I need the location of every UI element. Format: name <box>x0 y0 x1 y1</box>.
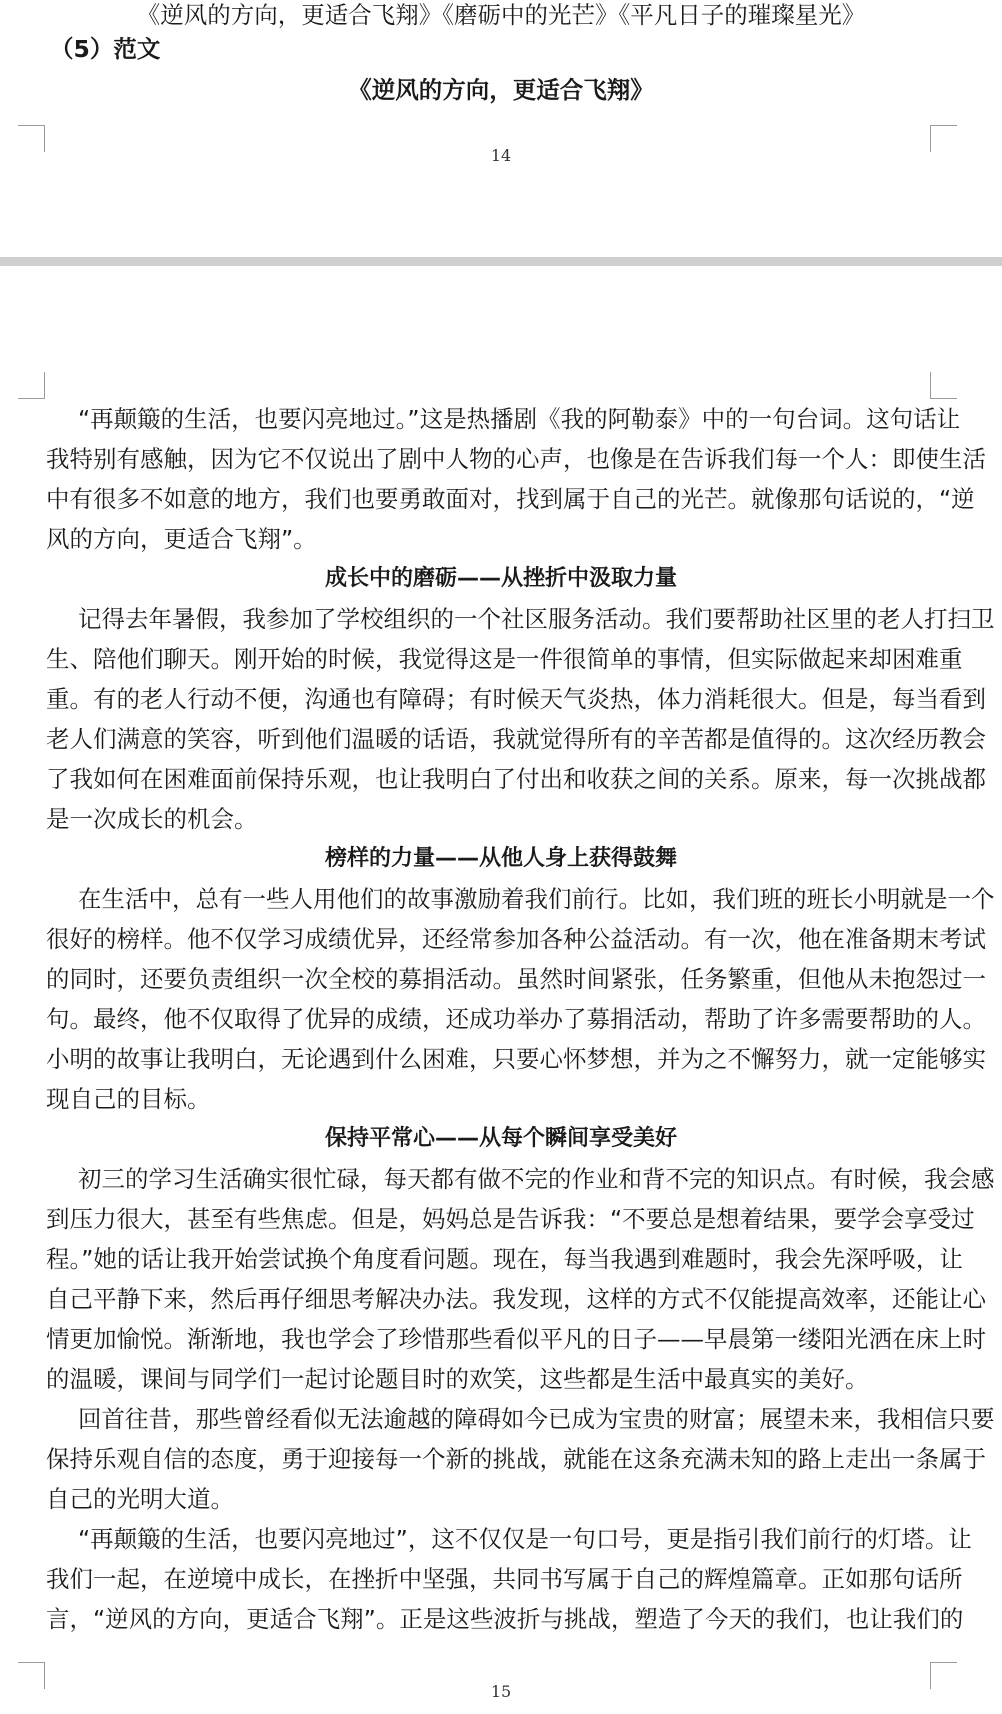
page-15 <box>0 266 1002 1714</box>
essay-title: 《逆风的方向，更适合飞翔》 <box>348 76 654 104</box>
crop-mark <box>18 372 45 399</box>
page-number: 15 <box>490 1682 512 1701</box>
paragraph-line: 现自己的目标。 <box>46 1085 211 1113</box>
paragraph-line: 小明的故事让我明白，无论遇到什么困难，只要心怀梦想，并为之不懈努力，就一定能够实 <box>46 1045 986 1073</box>
paragraph-line: 句。最终，他不仅取得了优异的成绩，还成功举办了募捐活动，帮助了许多需要帮助的人。 <box>46 1005 986 1033</box>
paragraph-line: 到压力很大，甚至有些焦虑。但是，妈妈总是告诉我：“不要总是想着结果，要学会享受过 <box>46 1205 975 1233</box>
paragraph-line: 言，“逆风的方向，更适合飞翔”。正是这些波折与挑战，塑造了今天的我们，也让我们的 <box>46 1605 964 1633</box>
paragraph-line: 记得去年暑假，我参加了学校组织的一个社区服务活动。我们要帮助社区里的老人打扫卫 <box>78 605 995 633</box>
page-number: 14 <box>490 146 512 165</box>
paragraph-line: 中有很多不如意的地方，我们也要勇敢面对，找到属于自己的光芒。就像那句话说的，“逆 <box>46 485 975 513</box>
paragraph-line: 风的方向，更适合飞翔”。 <box>46 525 317 553</box>
paragraph-line: 保持乐观自信的态度，勇于迎接每一个新的挑战，就能在这条充满未知的路上走出一条属于 <box>46 1445 986 1473</box>
paragraph-line: 自己平静下来，然后再仔细思考解决办法。我发现，这样的方式不仅能提高效率，还能让心 <box>46 1285 986 1313</box>
paragraph-line: 生、陪他们聊天。刚开始的时候，我觉得这是一件很简单的事情，但实际做起来却困难重 <box>46 645 963 673</box>
paragraph-line: 了我如何在困难面前保持乐观，也让我明白了付出和收获之间的关系。原来，每一次挑战都 <box>46 765 986 793</box>
paragraph-line: 很好的榜样。他不仅学习成绩优异，还经常参加各种公益活动。有一次，他在准备期末考试 <box>46 925 986 953</box>
paragraph-line: 的同时，还要负责组织一次全校的募捐活动。虽然时间紧张，任务繁重，但他从未抱怨过一 <box>46 965 986 993</box>
paragraph-line: 在生活中，总有一些人用他们的故事激励着我们前行。比如，我们班的班长小明就是一个 <box>78 885 995 913</box>
paragraph-line: 老人们满意的笑容，听到他们温暖的话语，我就觉得所有的辛苦都是值得的。这次经历教会 <box>46 725 986 753</box>
paragraph-line: “再颠簸的生活，也要闪亮地过。”这是热播剧《我的阿勒泰》中的一句台词。这句话让 <box>78 405 961 433</box>
section-heading: 成长中的磨砺——从挫折中汲取力量 <box>324 566 677 591</box>
paragraph-line: 重。有的老人行动不便，沟通也有障碍；有时候天气炎热，体力消耗很大。但是，每当看到 <box>46 685 986 713</box>
page-separator <box>0 257 1002 266</box>
page-14-bottom-area <box>0 0 1002 257</box>
section-label: （5）范文 <box>50 35 161 63</box>
paragraph-line: 我特别有感触，因为它不仅说出了剧中人物的心声，也像是在告诉我们每一个人：即使生活 <box>46 445 986 473</box>
section-heading: 榜样的力量——从他人身上获得鼓舞 <box>324 846 677 871</box>
paragraph-line: 程。”她的话让我开始尝试换个角度看问题。现在，每当我遇到难题时，我会先深呼吸，让 <box>46 1245 963 1273</box>
paragraph-line: 我们一起，在逆境中成长，在挫折中坚强，共同书写属于自己的辉煌篇章。正如那句话所 <box>46 1565 963 1593</box>
paragraph-line: 自己的光明大道。 <box>46 1485 234 1513</box>
paragraph-line: 的温暖，课间与同学们一起讨论题目时的欢笑，这些都是生活中最真实的美好。 <box>46 1365 869 1393</box>
paragraph-line: 回首往昔，那些曾经看似无法逾越的障碍如今已成为宝贵的财富；展望未来，我相信只要 <box>78 1405 995 1433</box>
paragraph-line: 情更加愉悦。渐渐地，我也学会了珍惜那些看似平凡的日子——早晨第一缕阳光洒在床上时 <box>46 1325 986 1353</box>
paragraph-line: 初三的学习生活确实很忙碌，每天都有做不完的作业和背不完的知识点。有时候，我会感 <box>78 1165 995 1193</box>
section-heading: 保持平常心——从每个瞬间享受美好 <box>324 1126 677 1151</box>
crop-mark <box>930 372 957 399</box>
paragraph-line: 是一次成长的机会。 <box>46 805 258 833</box>
title-list-line: 《逆风的方向，更适合飞翔》《磨砺中的光芒》《平凡日子的璀璨星光》 <box>136 1 866 29</box>
paragraph-line: “再颠簸的生活，也要闪亮地过”，这不仅仅是一句口号，更是指引我们前行的灯塔。让 <box>78 1525 972 1553</box>
